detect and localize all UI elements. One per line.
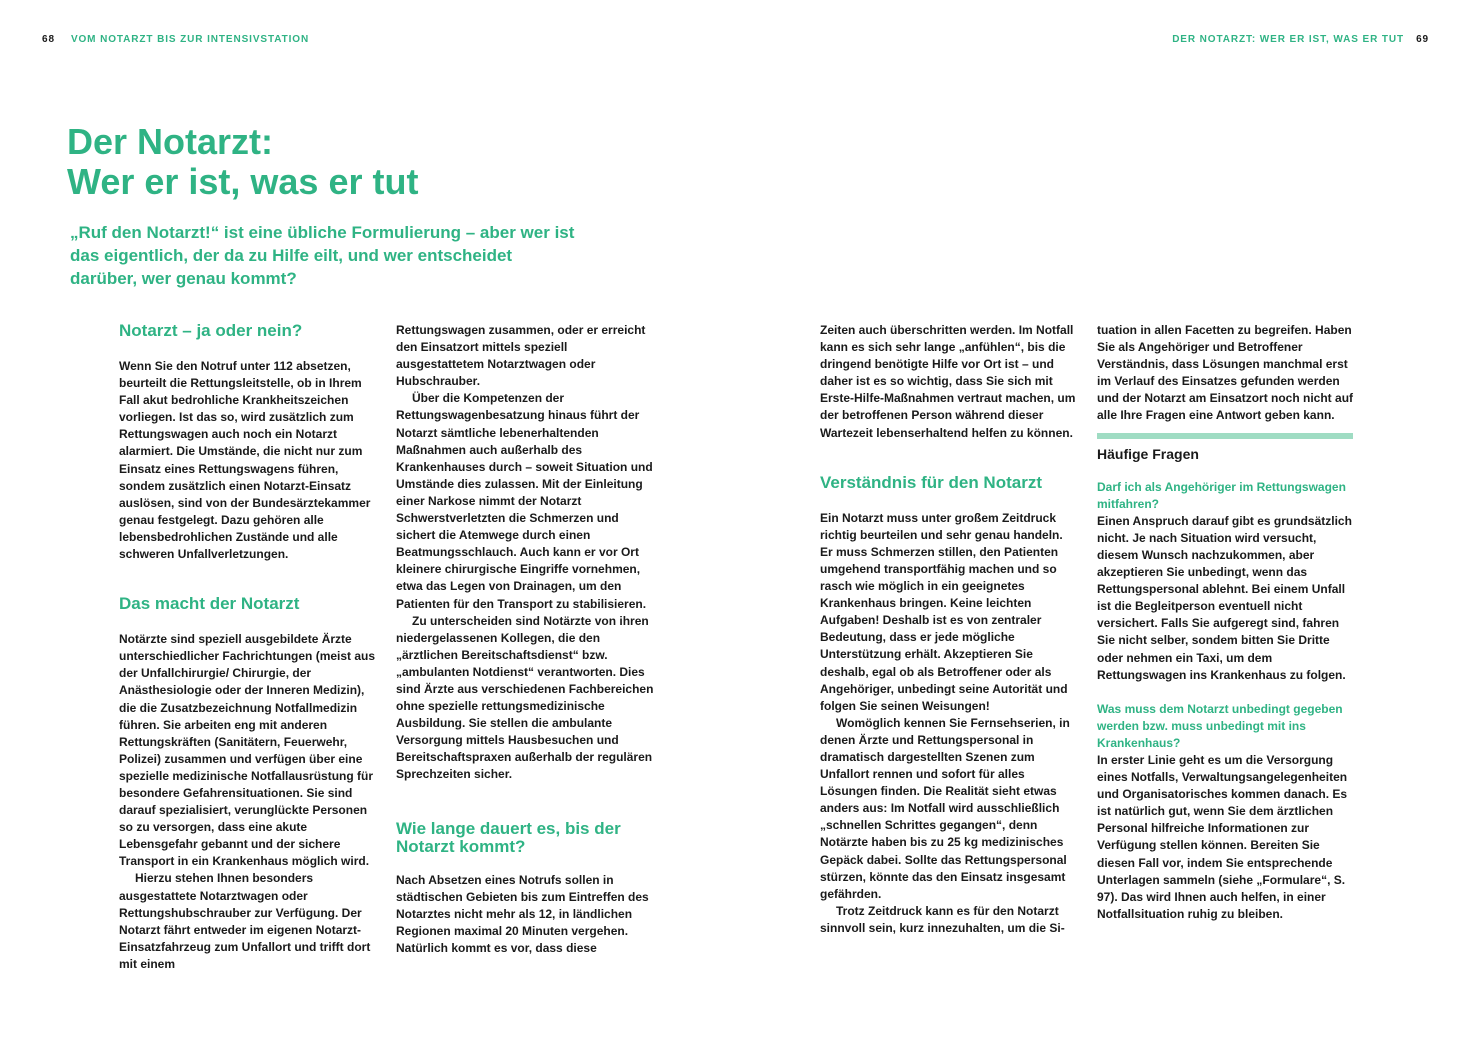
paragraph: Zeiten auch überschritten werden. Im Notfall kann es sich sehr lange „anfühlen“, bis die dringend benötigte Hilfe vor Ort ist – und daher ist es so wichtig, dass Sie sich mit Erste-Hilfe-Maßnahmen vertraut machen, um der betroffenen Person während dieser Wartezeit lebenserhaltend helfen zu können. — [820, 323, 1076, 440]
paragraph: Ein Notarzt muss unter großem Zeitdruck richtig beurteilen und sehr genau handeln. Er muss Schmerzen stillen, den Patienten umgehend transportfähig machen und so rasch wie möglich in ein geeignetes Krankenhaus bringen. Keine leichten Aufgaben! Deshalb ist es von zentraler Bedeutung, dass er jede mögliche Unterstützung erhält. Akzeptieren Sie deshalb, egal ob als Betroffener oder als Angehöriger, unbedingt seine Autorität und folgen Sie seinen Weisungen! — [820, 510, 1068, 713]
running-head-left-text: VOM NOTARZT BIS ZUR INTENSIVSTATION — [70, 34, 310, 45]
left-page — [0, 0, 735, 1040]
chapter-title-line-2: Wer er ist, was er tut — [67, 161, 419, 202]
paragraph: Nach Absetzen eines Notrufs sollen in städtischen Gebieten bis zum Eintreffen des Notarztes nicht mehr als 12, in ländlichen Regionen maximal 20 Minuten vergehen. Natürlich kommt es vor, dass diese — [396, 872, 649, 955]
chapter-title — [67, 122, 418, 202]
paragraph: Rettungswagen zusammen, oder er erreicht den Einsatzort mittels speziell ausgestattetem Notarztwagen oder Hubschrauber. — [396, 323, 646, 389]
chapter-title-line-1: Der Notarzt: — [67, 121, 274, 162]
right-column-1 — [820, 322, 1078, 937]
left-column-1 — [119, 322, 377, 973]
left-column-2 — [396, 322, 654, 957]
heading-notarzt-ja-oder-nein: Notarzt – ja oder nein? — [119, 321, 303, 340]
paragraph: Zu unterscheiden sind Notärzte von ihren niedergelassenen Kollegen, die den „ärztlichen Bereitschaftsdienst“ bzw. „ambulanten Notdienst“ verantworten. Dies sind Ärzte aus verschiedenen Fachbereichen ohne spezielle rettungsmedizinische Ausbildung. Sie stellen die ambulante Versorgung mittels Hausbesuchen und Bereitschaftspraxen außerhalb der regulären Sprechzeiten sicher. — [396, 613, 654, 782]
spacer — [1097, 684, 1359, 701]
paragraph: Notärzte sind speziell ausgebildete Ärzte unterschiedlicher Fachrichtungen (meist aus der Unfallchirurgie/ Chirurgie, der Anästhesiologie oder der Inneren Medizin), die die Zusatzbezeichnung Notfallmedizin führen. Sie arbeiten eng mit anderen Rettungskräften (Sanitätern, Feuerwehr, Polizei) zusammen und verfügen über eine spezielle medizinische Notfallausrüstung für besondere Gefahrensituationen. Sie sind darauf spezialisiert, verunglückte Personen so zu versorgen, dass eine akute Lebensgefahr gebannt und der sichere Transport in ein Krankenhaus möglich wird. — [119, 632, 376, 869]
faq-divider-bar — [1097, 433, 1353, 439]
paragraph: Über die Kompetenzen der Rettungswagenbesatzung hinaus führt der Notarzt sämtliche lebenerhaltenden Maßnahmen auch außerhalb des Krankenhauses durch – soweit Situation und Umstände dies zulassen. Mit der Einleitung einer Narkose nimmt der Notarzt Schwerstverletzten die Schmerzen und sichert die Atemwege durch einen Beatmungsschlauch. Auch kann er vor Ort kleinere chirurgische Eingriffe vornehmen, etwa das Legen von Drainagen, um den Patienten für den Transport zu stabilisieren. — [396, 391, 653, 611]
paragraph: Wenn Sie den Notruf unter 112 absetzen, beurteilt die Rettungsleitstelle, ob in Ihrem Fall akut bedrohliche Krankheitszeichen vorliegen. Ist das so, wird zusätzlich zum Rettungswagen auch noch ein Notarzt alarmiert. Die Umstände, die nicht nur zum Einsatz eines Rettungswagens führen, sondem zusätzlich einen Notarzt-Einsatz auslösen, sind von der Bundesärztekammer genau festgelegt. Dazu gehören alle lebensbedrohlichen Zustände und alle schweren Unfallverletzungen. — [119, 359, 371, 562]
faq-answer: In erster Linie geht es um die Versorgung eines Notfalls, Verwaltungsangelegenheiten und Organisatorisches kommen danach. Es ist natürlich gut, wenn Sie dem ärztlichen Personal hilfreiche Informationen zur Verfügung stellen können. Bereiten Sie diesen Fall vor, indem Sie entsprechende Unterlagen sammeln (siehe „Formulare“, S. 97). Das wird Ihnen auch helfen, in einer Notfallsituation ruhig zu bleiben. — [1097, 752, 1348, 921]
faq-question: Darf ich als Angehöriger im Rettungswagen mitfahren? — [1097, 479, 1346, 511]
heading-das-macht-der-notarzt: Das macht der Notarzt — [119, 594, 300, 614]
heading-verstaendnis-fuer-den-notarzt: Verständnis für den Notarzt — [820, 472, 1042, 492]
heading-wie-lange-dauert-es: Wie lange dauert es, bis der Notarzt kommt? — [396, 818, 621, 856]
right-page — [736, 0, 1471, 1040]
faq-question: Was muss dem Notarzt unbedingt gegeben werden bzw. muss unbedingt mit ins Krankenhaus? — [1097, 701, 1343, 750]
running-head-right-text: DER NOTARZT: WER ER IST, WAS ER TUT — [1172, 34, 1405, 45]
faq-heading: Häufige Fragen — [1097, 445, 1199, 462]
paragraph: Hierzu stehen Ihnen besonders ausgestattete Notarztwagen oder Rettungshubschrauber zur Verfügung. Der Notarzt fährt entweder im eigenen Notarzt-Einsatzfahrzeug zum Unfallort und trifft dort mit einem — [119, 871, 371, 971]
running-head-left — [42, 34, 309, 45]
paragraph: Trotz Zeitdruck kann es für den Notarzt sinnvoll sein, kurz innezuhalten, um die Si- — [820, 903, 1065, 935]
lead-paragraph: „Ruf den Notarzt!“ ist eine übliche Formulierung – aber wer ist das eigentlich, der da zu Hilfe eilt, und wer entscheidet darüber, wer genau kommt? — [70, 223, 575, 288]
paragraph: Womöglich kennen Sie Fernsehserien, in denen Ärzte und Rettungspersonal in dramatisch dargestellten Szenen zum Unfallort rennen und sofort für alles Lösungen finden. Die Realität sieht etwas anders aus: Im Notfall wird ausschließlich „schnellen Schrittes gegangen“, denn Notärzte haben bis zu 25 kg medizinisches Gepäck dabei. Sollte das Rettungspersonal stürzen, könnte das den Einsatz insgesamt gefährden. — [820, 715, 1070, 901]
page-number-left: 68 — [42, 34, 55, 45]
right-column-2 — [1097, 322, 1359, 923]
paragraph: tuation in allen Facetten zu begreifen. Haben Sie als Angehöriger und Betroffener Verständnis, dass Lösungen manchmal erst im Verlauf des Einsatzes gefunden werden und der Notarzt am Einsatzort noch nicht auf alle Ihre Fragen eine Antwort geben kann. — [1097, 323, 1354, 423]
running-head-right — [1172, 34, 1429, 45]
faq-answer: Einen Anspruch darauf gibt es grundsätzlich nicht. Je nach Situation wird versucht, diesem Wunsch nachzukommen, aber akzeptieren Sie unbedingt, wenn das Rettungspersonal ablehnt. Bei einem Unfall ist die Begleitperson eventuell nicht versichert. Falls Sie aufgeregt sind, fahren Sie nicht selber, sondem bitten Sie Dritte oder nehmen ein Taxi, um dem Rettungswagen ins Krankenhaus zu folgen. — [1097, 513, 1352, 682]
page-number-right: 69 — [1416, 34, 1429, 45]
